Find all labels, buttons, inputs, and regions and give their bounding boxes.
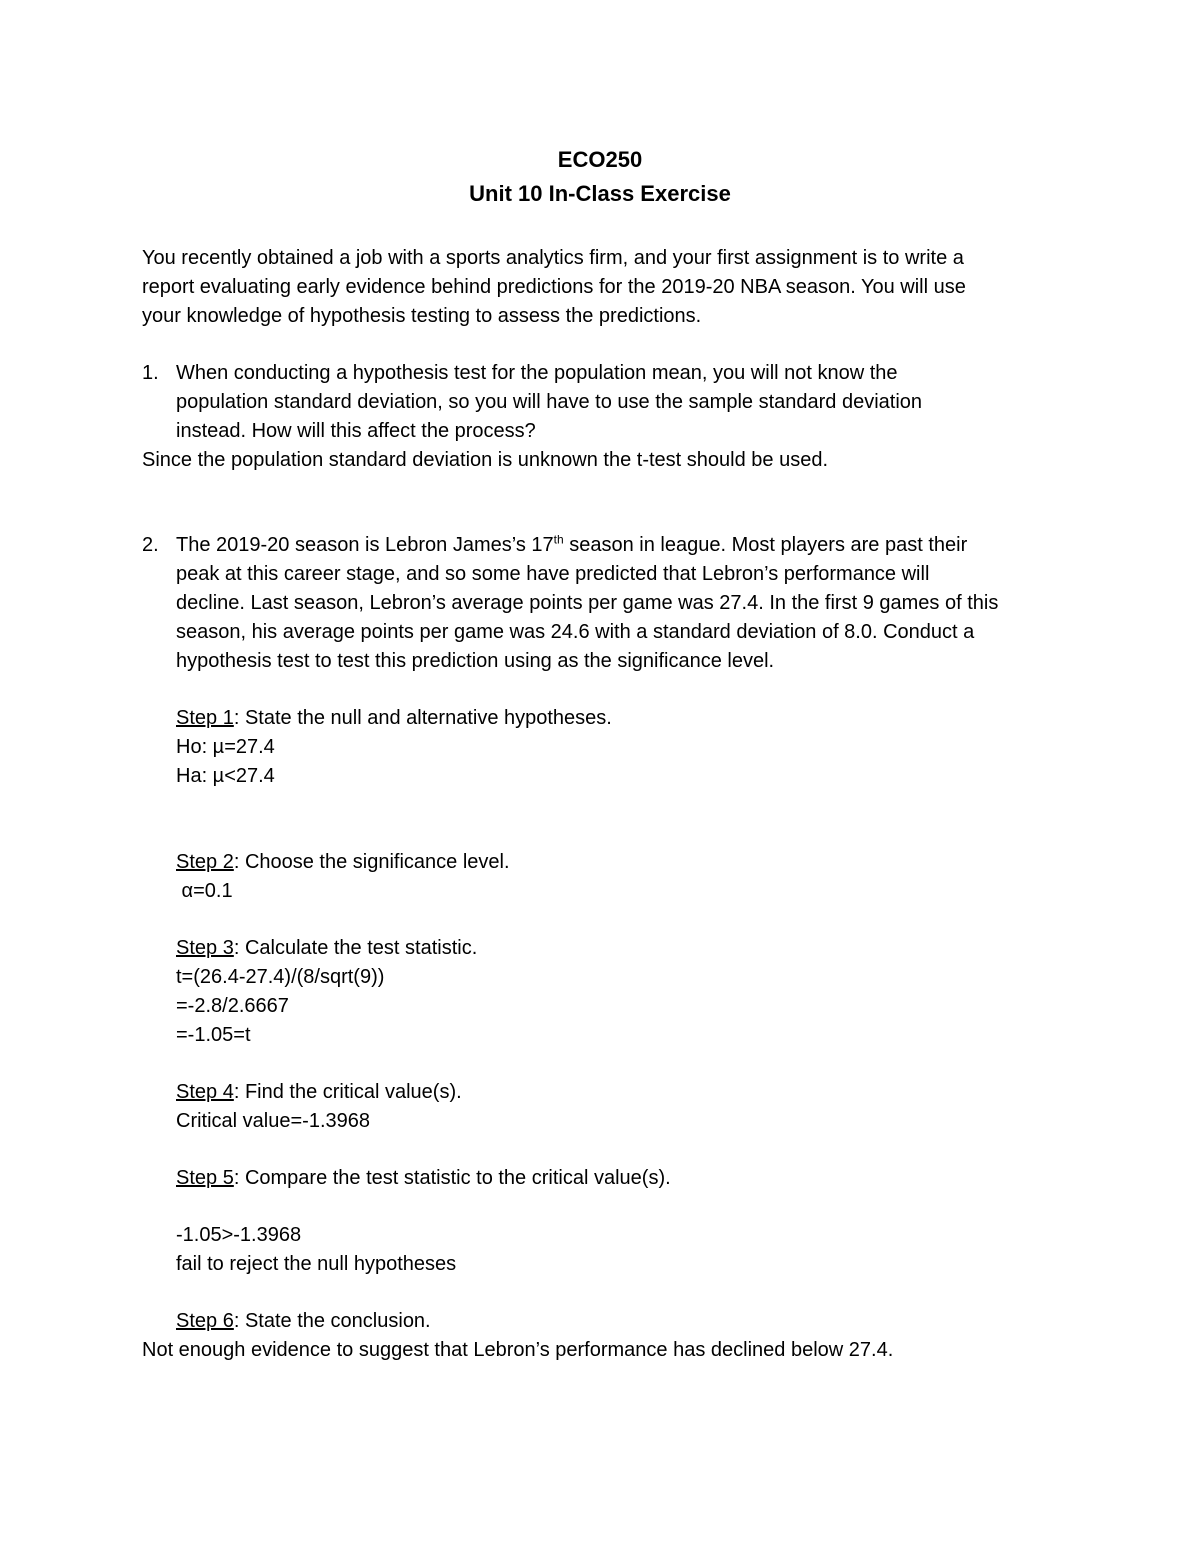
- ordinal-superscript: th: [553, 532, 564, 547]
- question-2-number: 2.: [142, 534, 159, 556]
- critical-value: Critical value=-1.3968: [176, 1110, 370, 1132]
- comparison: -1.05>-1.3968: [176, 1224, 302, 1246]
- step-4-label: Step 4: [176, 1081, 234, 1103]
- question-1-line-3: instead. How will this affect the process?: [176, 420, 536, 442]
- step-3-text: : Calculate the test statistic.: [233, 937, 478, 959]
- question-2-line-4: season, his average points per game was 24.6 with a standard deviation of 8.0. Conduct a: [176, 621, 975, 643]
- null-hypothesis: Ho: µ=27.4: [176, 736, 275, 758]
- step-4-text: : Find the critical value(s).: [233, 1081, 462, 1103]
- step-5-heading: [176, 1166, 671, 1190]
- test-statistic-result: =-1.05=t: [176, 1024, 251, 1046]
- question-1-line-2: population standard deviation, so you will have to use the sample standard deviation: [176, 391, 923, 413]
- step-1-heading: [176, 706, 612, 730]
- question-1-answer: Since the population standard deviation is unknown the t-test should be used.: [142, 449, 829, 471]
- document-title: Unit 10 In-Class Exercise: [469, 181, 731, 206]
- intro-line-1: You recently obtained a job with a sports analytics firm, and your first assignment is to write a: [142, 247, 964, 269]
- significance-level: α=0.1: [176, 880, 233, 902]
- intro-line-3: your knowledge of hypothesis testing to assess the predictions.: [142, 305, 702, 327]
- test-statistic-intermediate: =-2.8/2.6667: [176, 995, 289, 1017]
- question-2-line-1: [176, 533, 967, 557]
- step-1-text: : State the null and alternative hypotheses.: [233, 707, 612, 729]
- question-2-line-2: peak at this career stage, and so some have predicted that Lebron’s performance will: [176, 563, 930, 585]
- decision: fail to reject the null hypotheses: [176, 1253, 457, 1275]
- step-3-heading: [176, 936, 477, 960]
- conclusion: Not enough evidence to suggest that Lebron’s performance has declined below 27.4.: [142, 1339, 894, 1361]
- question-1-line-1: When conducting a hypothesis test for the population mean, you will not know the: [176, 362, 898, 384]
- alternative-hypothesis: Ha: µ<27.4: [176, 765, 275, 787]
- step-6-text: : State the conclusion.: [233, 1310, 431, 1332]
- step-2-label: Step 2: [176, 851, 234, 873]
- step-5-label: Step 5: [176, 1167, 234, 1189]
- question-1-number: 1.: [142, 362, 159, 384]
- intro-line-2: report evaluating early evidence behind predictions for the 2019-20 NBA season. You will use: [142, 276, 966, 298]
- step-2-heading: [176, 850, 510, 874]
- step-2-text: : Choose the significance level.: [233, 851, 510, 873]
- step-6-label: Step 6: [176, 1310, 234, 1332]
- question-2-line-1-rest: season in league. Most players are past their: [563, 534, 968, 556]
- step-4-heading: [176, 1080, 462, 1104]
- question-2-line-1-text: The 2019-20 season is Lebron James’s 17: [176, 534, 554, 556]
- test-statistic-formula: t=(26.4-27.4)/(8/sqrt(9)): [176, 966, 385, 988]
- step-5-text: : Compare the test statistic to the critical value(s).: [233, 1167, 671, 1189]
- step-6-heading: [176, 1309, 431, 1333]
- question-2-line-5: hypothesis test to test this prediction using as the significance level.: [176, 650, 775, 672]
- question-2-line-3: decline. Last season, Lebron’s average points per game was 27.4. In the first 9 games of this: [176, 592, 999, 614]
- course-code: ECO250: [557, 147, 643, 172]
- step-1-label: Step 1: [176, 707, 234, 729]
- step-3-label: Step 3: [176, 937, 234, 959]
